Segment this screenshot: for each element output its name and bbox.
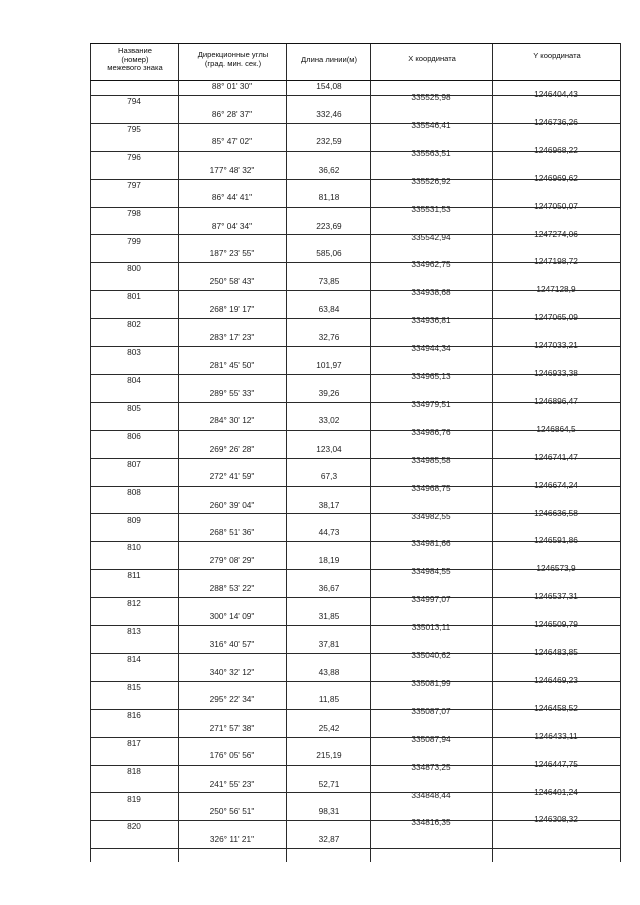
point-name-cell: 796 [127, 151, 141, 162]
column-rule [620, 43, 621, 862]
angle-cell: 284° 30' 12" [209, 415, 255, 426]
length-cell: 154,08 [316, 80, 342, 91]
y-coordinate-cell: 1246469,23 [534, 674, 578, 685]
point-name-cell: 797 [127, 179, 141, 190]
x-coordinate-cell: 334938,68 [411, 287, 451, 298]
point-name-cell: 798 [127, 207, 141, 218]
x-coordinate-cell: 335563,51 [411, 147, 451, 158]
length-cell: 11,85 [318, 694, 340, 705]
y-coordinate-cell: 1246674,24 [534, 479, 578, 490]
length-cell: 223,69 [316, 220, 342, 231]
point-name-cell: 808 [127, 486, 141, 497]
point-name-cell: 795 [127, 123, 141, 134]
angle-cell: 272° 41' 59" [209, 471, 255, 482]
point-name-cell: 816 [127, 709, 141, 720]
y-coordinate-cell: 1246864,5 [536, 423, 576, 434]
point-name-cell: 803 [127, 347, 141, 358]
angle-cell: 86° 44' 41" [211, 192, 253, 203]
angle-cell: 250° 58' 43" [209, 276, 255, 287]
x-coordinate-cell: 335546,41 [411, 119, 451, 130]
length-cell: 18,19 [318, 555, 340, 566]
x-coordinate-cell: 335087,94 [411, 733, 451, 744]
y-coordinate-cell: 1246573,9 [536, 563, 576, 574]
length-cell: 101,97 [316, 359, 342, 370]
angle-cell: 250° 56' 51" [209, 805, 255, 816]
x-coordinate-cell: 335081,99 [411, 677, 451, 688]
y-coordinate-cell: 1246401,24 [534, 786, 578, 797]
point-name-cell: 815 [127, 681, 141, 692]
header-name [92, 47, 178, 73]
row-rule [90, 848, 620, 849]
point-name-cell: 794 [127, 96, 141, 106]
length-cell: 39,26 [318, 387, 340, 398]
column-rule [492, 43, 493, 862]
column-rule [370, 43, 371, 862]
angle-cell: 88° 01' 30" [211, 80, 253, 91]
point-name-cell: 817 [127, 737, 141, 748]
length-cell: 36,67 [318, 582, 340, 593]
header-y: Y координата [533, 51, 581, 60]
point-name-cell: 810 [127, 542, 141, 553]
point-name-cell: 809 [127, 514, 141, 525]
point-name-cell: 818 [127, 765, 141, 776]
length-cell: 33,02 [318, 415, 340, 426]
y-coordinate-cell: 1246447,75 [534, 758, 578, 769]
y-coordinate-cell: 1247065,09 [534, 312, 578, 323]
y-coordinate-cell: 1246404,43 [534, 89, 578, 99]
y-coordinate-cell: 1246741,47 [534, 451, 578, 462]
header-name-line-3: межевого знака [107, 63, 163, 73]
length-cell: 52,71 [318, 778, 340, 789]
angle-cell: 87° 04' 34" [211, 220, 253, 231]
y-coordinate-cell: 1246736,26 [534, 116, 578, 127]
angle-cell: 85° 47' 02" [211, 136, 253, 147]
length-cell: 32,87 [318, 834, 340, 845]
y-coordinate-cell: 1246968,22 [534, 144, 578, 155]
x-coordinate-cell: 334936,81 [411, 315, 451, 326]
x-coordinate-cell: 335531,53 [411, 203, 451, 214]
length-cell: 232,59 [316, 136, 342, 147]
length-cell: 37,81 [318, 638, 340, 649]
length-cell: 32,76 [318, 332, 340, 343]
x-coordinate-cell: 334944,34 [411, 343, 451, 354]
length-cell: 44,73 [318, 526, 340, 537]
x-coordinate-cell: 334979,51 [411, 398, 451, 409]
length-cell: 31,85 [318, 611, 340, 622]
x-coordinate-cell: 334962,75 [411, 259, 451, 270]
x-coordinate-cell: 334981,66 [411, 538, 451, 549]
angle-cell: 271° 57' 38" [209, 722, 255, 733]
angle-cell: 326° 11' 21" [209, 834, 255, 845]
point-name-cell: 814 [127, 654, 141, 664]
y-coordinate-cell: 1246537,31 [534, 591, 578, 602]
length-cell: 25,42 [318, 722, 340, 733]
point-name-cell: 812 [127, 598, 141, 609]
x-coordinate-cell: 335087,07 [411, 705, 451, 716]
y-coordinate-cell: 1246483,85 [534, 647, 578, 657]
angle-cell: 176° 05' 56" [209, 750, 255, 761]
header-x: X координата [408, 54, 456, 63]
length-cell: 98,31 [318, 805, 340, 816]
header-name-line-1: Название [118, 46, 152, 55]
angle-cell: 241° 55' 23" [209, 778, 255, 789]
column-rule [178, 43, 179, 862]
angle-cell: 177° 48' 32" [209, 164, 255, 175]
x-coordinate-cell: 335542,94 [411, 231, 451, 242]
point-name-cell: 800 [127, 263, 141, 274]
length-cell: 36,62 [318, 164, 340, 175]
angle-cell: 187° 23' 55" [209, 247, 255, 258]
length-cell: 63,84 [318, 303, 340, 314]
angle-cell: 340° 32' 12" [209, 666, 255, 677]
length-cell: 585,06 [316, 247, 342, 258]
point-name-cell: 819 [127, 793, 141, 804]
x-coordinate-cell: 335040,62 [411, 650, 451, 660]
header-length: Длина линии(м) [301, 55, 357, 64]
length-cell: 67,3 [320, 471, 338, 482]
point-name-cell: 805 [127, 402, 141, 413]
angle-cell: 295° 22' 34" [209, 694, 255, 705]
y-coordinate-cell: 1246636,58 [534, 507, 578, 518]
length-cell: 332,46 [316, 108, 342, 119]
point-name-cell: 813 [127, 626, 141, 637]
point-name-cell: 799 [127, 235, 141, 246]
y-coordinate-cell: 1247128,9 [536, 284, 576, 295]
length-cell: 123,04 [316, 443, 342, 454]
y-coordinate-cell: 1247033,21 [534, 340, 578, 351]
x-coordinate-cell: 334986,76 [411, 426, 451, 437]
x-coordinate-cell: 334968,75 [411, 482, 451, 493]
point-name-cell: 820 [127, 821, 141, 832]
column-rule [90, 43, 91, 862]
table-top-rule [90, 43, 620, 44]
y-coordinate-cell: 1246933,38 [534, 368, 578, 378]
y-coordinate-cell: 1246591,86 [534, 535, 578, 546]
angle-cell: 283° 17' 23" [209, 332, 255, 343]
angle-cell: 300° 14' 09" [209, 611, 255, 622]
angle-cell: 279° 08' 29" [209, 555, 255, 566]
y-coordinate-cell: 1246433,11 [534, 730, 578, 741]
angle-cell: 260° 39' 04" [209, 499, 255, 510]
x-coordinate-cell: 335013,11 [411, 622, 451, 633]
y-coordinate-cell: 1246969,62 [534, 172, 578, 183]
y-coordinate-cell: 1246896,47 [534, 395, 578, 406]
angle-cell: 268° 19' 17" [209, 303, 255, 314]
x-coordinate-cell: 334873,25 [411, 761, 451, 772]
x-coordinate-cell: 335525,98 [411, 92, 451, 102]
angle-cell: 281° 45' 50" [209, 359, 255, 370]
point-name-cell: 801 [127, 291, 141, 302]
y-coordinate-cell: 1247050,07 [534, 200, 578, 211]
x-coordinate-cell: 334982,55 [411, 510, 451, 521]
y-coordinate-cell: 1246509,79 [534, 619, 578, 630]
angle-cell: 86° 28' 37" [211, 108, 253, 119]
length-cell: 38,17 [318, 499, 340, 510]
point-name-cell: 806 [127, 430, 141, 441]
y-coordinate-cell: 1247274,06 [534, 228, 578, 239]
angle-cell: 269° 26' 28" [209, 443, 255, 454]
column-rule [286, 43, 287, 862]
x-coordinate-cell: 334965,13 [411, 371, 451, 381]
header-name-line-2: (номер) [121, 54, 149, 64]
x-coordinate-cell: 334985,58 [411, 454, 451, 465]
point-name-cell: 802 [127, 319, 141, 330]
length-cell: 215,19 [316, 750, 342, 761]
angle-cell: 288° 53' 22" [209, 582, 255, 593]
length-cell: 81,18 [318, 192, 340, 203]
x-coordinate-cell: 335526,92 [411, 175, 451, 186]
header-angle [180, 51, 286, 68]
x-coordinate-cell: 334816,35 [411, 817, 451, 828]
y-coordinate-cell: 1246308,32 [534, 814, 578, 825]
header-angle-line-2: (град. мин. сек.) [204, 58, 262, 68]
y-coordinate-cell: 1246458,52 [534, 702, 578, 713]
x-coordinate-cell: 334997,07 [411, 594, 451, 605]
angle-cell: 316° 40' 57" [209, 638, 255, 649]
length-cell: 73,85 [318, 276, 340, 287]
point-name-cell: 807 [127, 458, 141, 469]
angle-cell: 268° 51' 36" [209, 526, 255, 537]
angle-cell: 289° 55' 33" [209, 387, 255, 398]
point-name-cell: 804 [127, 375, 141, 385]
length-cell: 43,88 [318, 666, 340, 677]
header-angle-line-1: Дирекционные углы [197, 50, 269, 59]
y-coordinate-cell: 1247198,72 [534, 256, 578, 267]
x-coordinate-cell: 334984,55 [411, 566, 451, 577]
point-name-cell: 811 [127, 570, 141, 581]
x-coordinate-cell: 334848,44 [411, 789, 451, 800]
